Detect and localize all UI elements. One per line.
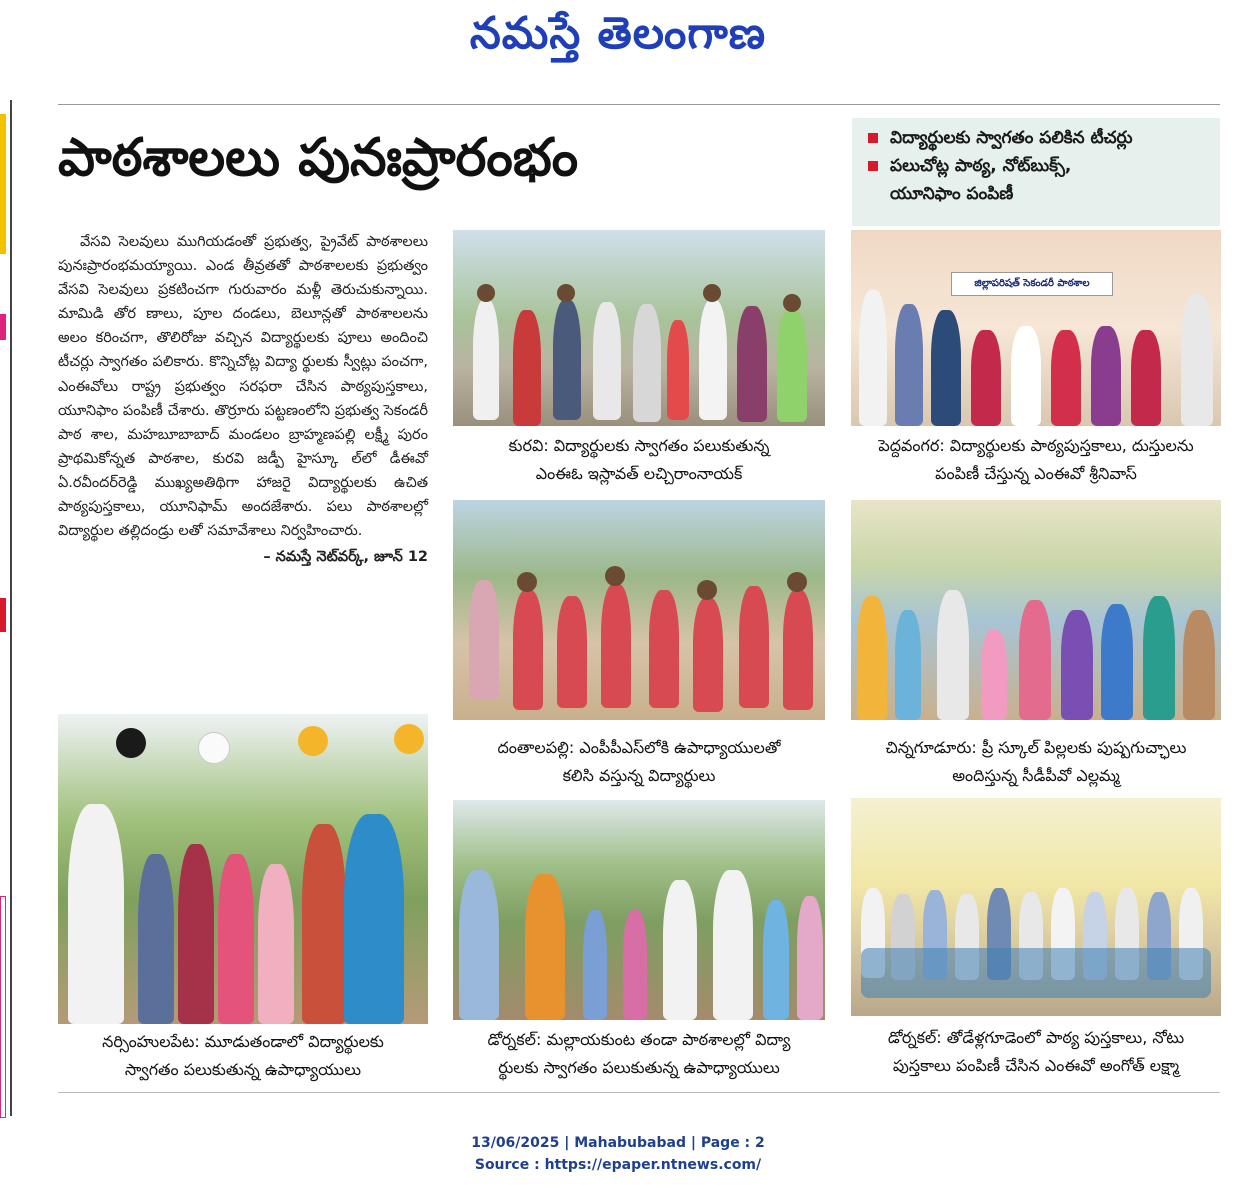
edge-pink-block (0, 314, 6, 340)
bullet-icon (868, 133, 878, 143)
edition-info: 13/06/2025 | Mahabubabad | Page : 2 (471, 1135, 765, 1151)
top-rule (58, 104, 1220, 105)
photo-dornakal-1 (453, 800, 825, 1020)
photo-dornakal-2 (851, 798, 1221, 1016)
photo-kuravi (453, 230, 825, 426)
caption-line: నర్సింహులపేట: మూడుతండాలో విద్యార్థులకు (102, 1032, 384, 1051)
photo-danthalapalli (453, 500, 825, 720)
highlights-box (852, 118, 1220, 226)
caption-line: చిన్నగూడూరు: ప్రీ స్కూల్ పిల్లలకు పుష్పగుచ్ఛాలు (885, 738, 1187, 757)
caption-line: డోర్నకల్: తోడేళ్లగూడెంలో పాఠ్య పుస్తకాలు, నోటు (887, 1028, 1185, 1047)
caption-dornakal-2 (851, 1024, 1221, 1080)
caption-line: స్వాగతం పలుకుతున్న ఉపాధ్యాయులు (124, 1060, 362, 1079)
caption-line: డోర్నకల్: మల్లాయకుంట తండా పాఠశాలల్లో విద్యా (487, 1030, 791, 1049)
caption-narsimhulapet (58, 1028, 428, 1084)
caption-chinnagudur (851, 734, 1221, 790)
highlight-item (862, 152, 1210, 180)
highlight-item (862, 124, 1210, 152)
newspaper-logo: నమస్తే తెలంగాణ (469, 8, 767, 59)
photo-chinnagudur (851, 500, 1221, 720)
caption-line: పంపిణీ చేస్తున్న ఎంఈవో శ్రీనివాస్ (935, 464, 1137, 483)
edge-pink-outline (0, 896, 6, 1118)
article-body: వేసవి సెలవులు ముగియడంతో ప్రభుత్వ, ప్రైవేట్ పాఠశాలలు పునఃప్రారంభమయ్యాయి. ఎండ తీవ్రతతో పాఠశాలలకు ప్రభుత్వం వేసవి సెలవులు ప్రకటించగా గురువారం మళ్లీ తెరుచుకున్నాయి. మామిడి తోర ణాలు, పూల దండలు, బెలూన్లతో పాఠశాలలను అలం కరించగా, తొలిరోజు వచ్చిన విద్యార్థులకు పూలు అందించి టీచర్లు స్వాగతం పలికారు. కొన్నిచోట్ల విద్యా ర్థులకు స్వీట్లు పంచగా, ఎంఈవోలు రాష్ట్ర ప్రభుత్వం సరఫరా చేసిన పాఠ్యపుస్తకాలు, యూనిఫాం పంపిణీ చేశారు. తొర్రూరు పట్టణంలోని ప్రభుత్వ సెకండరీ పాఠ శాల, మహబూబాబాద్ మండలం బ్రాహ్మణపల్లి లక్ష్మీ పురం ప్రాథమికోన్నత పాఠశాల, కురవి జడ్పీ హైస్కూ ల్‌లో డీఈవో ఏ.రవీందర్‌రెడ్డి ముఖ్యఅతిథిగా హాజరై విద్యార్థులకు ఉచిత పాఠ్యపుస్తకాలు, యూనిఫామ్ అందజేశారు. పలు పాఠశాలల్లో విద్యార్థుల తల్లిదండ్రు లతో సమావేశాలు నిర్వహించారు. (58, 234, 428, 540)
masthead (0, 0, 1236, 80)
caption-line: ఎంఈఓ ఇస్లావత్ లచ్చిరాంనాయక్ (535, 464, 743, 483)
adjacent-page-edge (0, 100, 12, 1116)
school-banner: జిల్లాపరిషత్ సెకండరీ పాఠశాల (951, 272, 1113, 296)
caption-kuravi (453, 432, 825, 488)
caption-line: అందిస్తున్న సీడీపీవో ఎల్లమ్మ (952, 766, 1120, 785)
caption-line: దంతాలపల్లి: ఎంపీపీఎస్‌లోకి ఉపాధ్యాయులతో (497, 738, 781, 757)
caption-line: ర్థులకు స్వాగతం పలుకుతున్న ఉపాధ్యాయులు (498, 1058, 780, 1077)
article (58, 230, 428, 569)
photo-narsimhulapet (58, 714, 428, 1024)
source-link[interactable]: Source : https://epaper.ntnews.com/ (474, 1157, 762, 1173)
photo-peddavangara (851, 230, 1221, 426)
edge-yellow-block (0, 114, 6, 254)
headline: పాఠశాలలు పునఃప్రారంభం (58, 128, 579, 188)
highlight-text: విద్యార్థులకు స్వాగతం పలికిన టీచర్లు (890, 128, 1133, 148)
caption-line: కురవి: విద్యార్థులకు స్వాగతం పలుకుతున్న (508, 436, 770, 455)
edge-red-block (0, 598, 6, 632)
caption-line: పెద్దవంగర: విద్యార్థులకు పాఠ్యపుస్తకాలు, దుస్తులను (878, 436, 1194, 455)
caption-line: కలిసి వస్తున్న విద్యార్థులు (562, 766, 716, 785)
page-footer (0, 1132, 1236, 1176)
caption-peddavangara (851, 432, 1221, 488)
caption-danthalapalli (453, 734, 825, 790)
highlight-text: పలుచోట్ల పాఠ్య, నోట్‌బుక్స్, (890, 156, 1072, 176)
caption-dornakal-1 (453, 1026, 825, 1082)
highlight-continuation: యూనిఫాం పంపిణీ (890, 184, 1014, 204)
bottom-rule (58, 1092, 1220, 1093)
caption-line: పుస్తకాలు పంపిణీ చేసిన ఎంఈవో అంగోత్ లక్ష్మా (892, 1056, 1180, 1075)
bullet-icon (868, 161, 878, 171)
byline: – నమస్తే నెట్‌వర్క్, జూన్ 12 (263, 549, 428, 566)
